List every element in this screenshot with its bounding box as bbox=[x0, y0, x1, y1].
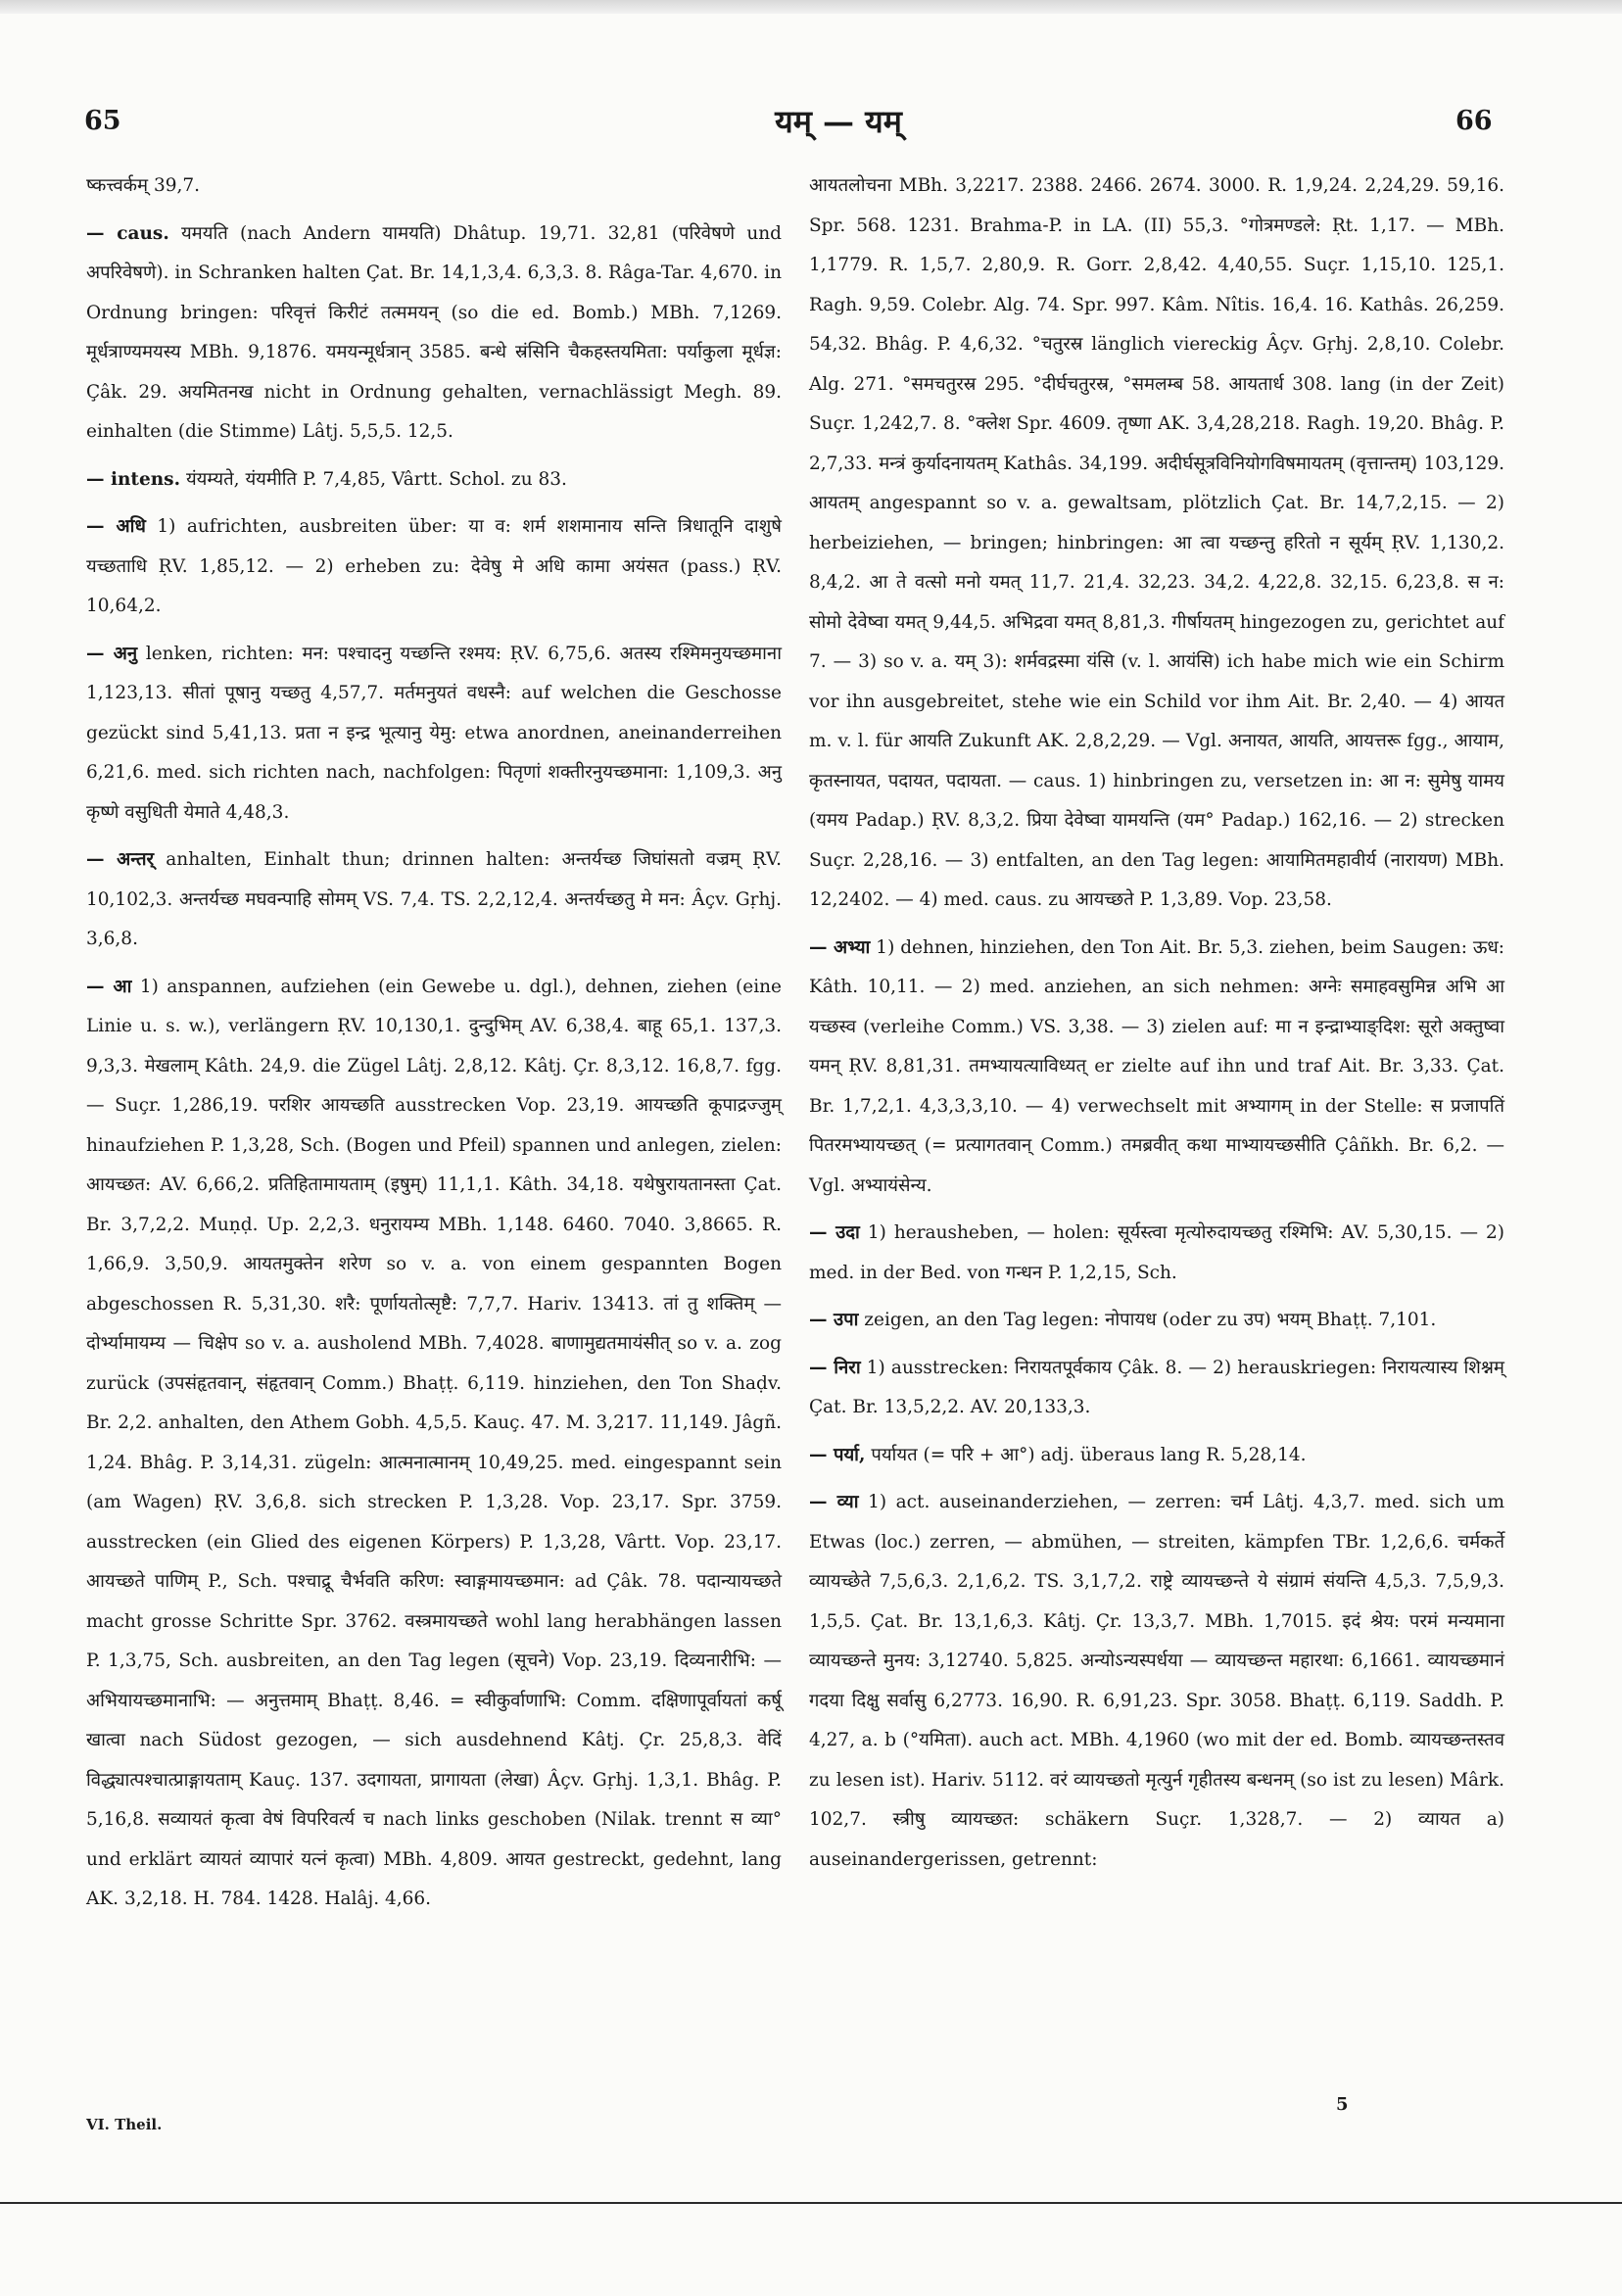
entry-text: zeigen, an den Tag legen: नोपायध (oder zu उप) भयम् Bhaṭṭ. 7,101. bbox=[864, 1310, 1437, 1330]
entry-prefix: — उदा bbox=[809, 1222, 860, 1243]
entry-text: आयतलोचना MBh. 3,2217. 2388. 2466. 2674. 3000. R. 1,9,24. 2,24,29. 59,16. Spr. 568. 1231. Brahma-P. in LA. (II) 55,3. °गोत्रमण्डले: Ṛt. 1,17. — MBh. 1,1779. R. 1,5,7. 2,80,9. R. Gorr. 2,8,42. 4,40,55. Suçr. 1,15,10. 125,1. Ragh. 9,59. Colebr. Alg. 74. Spr. 997. Kâm. Nîtis. 16,4. 16. Kathâs. 26,259. 54,32. Bhâg. P. 4,6,32. °चतुरस्र länglich viereckig Âçv. Gṛhj. 2,8,10. Colebr. Alg. 271. °समचतुरस्र 295. °दीर्घचतुरस्र, °समलम्ब 58. आयतार्ध 308. lang (in der Zeit) Suçr. 1,242,7. 8. °क्लेश Spr. 4609. तृष्णा AK. 3,4,28,218. Ragh. 19,20. Bhâg. P. 2,7,33. मन्त्रं कुर्यादनायतम् Kathâs. 34,199. अदीर्घसूत्रविनियोगविषमायतम् (वृत्तान्तम्) 103,129. आयतम् angespannt so v. a. gewaltsam, plötzlich Çat. Br. 14,7,2,15. — 2) herbeiziehen, — bringen; hinbringen: आ त्वा यच्छन्तु हरितो न सूर्यम् ṚV. 1,130,2. 8,4,2. आ ते वत्सो मनो यमत् 11,7. 21,4. 32,23. 34,2. 4,22,8. 32,15. 6,23,8. स न: सोमो देवेष्वा यमत् 9,44,5. अभिद्रवा यमत् 8,81,3. गीर्षायतम् hingezogen zu, gerichtet auf 7. — 3) so v. a. यम् 3): शर्मवद्रस्मा यंसि (v. l. आयंसि) ich habe mich wie ein Schirm vor ihn ausgebreitet, stehe wie ein Schild vor ihm Ait. Br. 2,40. — 4) आयत m. v. l. für आयति Zukunft AK. 2,8,2,29. — Vgl. अनायत, आयति, आयत्तरू fgg., आयाम, कृतस्नायत, पदायत, पदायता. — caus. 1) hinbringen zu, versetzen in: आ न: सुमेषु यामय (यमय Padap.) ṚV. 8,3,2. प्रिया देवेष्वा यामयन्ति (यम° Padap.) 162,16. — 2) strecken Suçr. 2,28,16. — 3) entfalten, an den Tag legen: आयामितमहावीर्य (नारायण) MBh. 12,2402. — 4) med. caus. zu आयच्छते P. 1,3,89. Vop. 23,58. bbox=[809, 175, 1504, 910]
left-column bbox=[86, 167, 782, 1928]
entry-text: 1) dehnen, hinziehen, den Ton Ait. Br. 5,3. ziehen, beim Saugen: ऊध: Kâth. 10,11. — 2) med. anziehen, an sich nehmen: अग्नेः समाहवसुमिन्न अभि आ यच्छस्व (verleihe Comm.) VS. 3,38. — 3) zielen auf: मा न इन्द्राभ्याङ्दिश: सूरो अक्तुष्वा यमन् ṚV. 8,81,31. तमभ्यायत्याविध्यत् er zielte auf ihn und traf Ait. Br. 3,33. Çat. Br. 1,7,2,1. 4,3,3,3,10. — 4) verwechselt mit अभ्यागम् in der Stelle: स प्रजापतिं पितरमभ्यायच्छत् (= प्रत्यागतवान् Comm.) तमब्रवीत् कथा माभ्यायच्छसीति Çâñkh. Br. 6,2. — Vgl. अभ्यायंसेन्य. bbox=[809, 936, 1504, 1196]
dictionary-entry bbox=[809, 1436, 1504, 1476]
entry-text: anhalten, Einhalt thun; drinnen halten: अन्तर्यच्छ जिघांसतो वज्रम् ṚV. 10,102,3. अन्तर्यच्छ मघवन्पाहि सोमम् VS. 7,4. TS. 2,2,12,4. अन्तर्यच्छतु मे मन: Âçv. Gṛhj. 3,6,8. bbox=[86, 849, 782, 949]
page-number-right: 66 bbox=[1455, 106, 1493, 136]
entry-text: पर्यायत (= परि + आ°) adj. überaus lang R. 5,28,14. bbox=[871, 1444, 1307, 1465]
dictionary-entry bbox=[86, 460, 782, 501]
entry-prefix: — आ bbox=[86, 976, 132, 997]
entry-prefix: — पर्या, bbox=[809, 1444, 866, 1465]
dictionary-entry bbox=[86, 215, 782, 453]
entry-text: ष्कत्त्वर्कम् 39,7. bbox=[86, 175, 201, 196]
entry-text: यमयति (nach Andern यामयति) Dhâtup. 19,71. 32,81 (परिवेषणे und अपरिवेषणे). in Schranken halten Çat. Br. 14,1,3,4. 6,3,3. 8. Râga-Tar. 4,670. in Ordnung bringen: परिवृत्तं किरीटं तत्ममयन् (so die ed. Bomb.) MBh. 7,1269. मूर्धत्राण्यमयस्य MBh. 9,1876. यमयन्मूर्धत्रान् 3585. बन्धे स्रंसिनि चैकहस्तयमिता: पर्याकुला मूर्धज्ञ: Çâk. 29. अयमितनख nicht in Ordnung gehalten, vernachlässigt Megh. 89. einhalten (die Stimme) Lâtj. 5,5,5. 12,5. bbox=[86, 222, 782, 442]
entry-prefix: — अधि bbox=[86, 516, 146, 537]
dictionary-entry bbox=[86, 507, 782, 627]
dictionary-entry bbox=[809, 1483, 1504, 1880]
entry-prefix: — व्या bbox=[809, 1492, 859, 1512]
running-headword: यम् — यम् bbox=[775, 103, 902, 140]
sheet-signature: VI. Theil. bbox=[86, 2116, 163, 2133]
running-header bbox=[0, 103, 1622, 149]
entry-text: 1) aufrichten, ausbreiten über: या व: शर्म शशमानाय सन्ति त्रिधातूनि दाशुषे यच्छताधि ṚV. 1,85,12. — 2) erheben zu: देवेषु मे अधि कामा अयंसत (pass.) ṚV. 10,64,2. bbox=[86, 516, 783, 616]
bottom-rule bbox=[0, 2202, 1622, 2204]
entry-prefix: — intens. bbox=[86, 468, 181, 490]
entry-prefix: — caus. bbox=[86, 222, 169, 244]
dictionary-entry bbox=[86, 635, 782, 834]
dictionary-entry bbox=[809, 1349, 1504, 1428]
dictionary-entry bbox=[809, 1214, 1504, 1293]
entry-prefix: — अभ्या bbox=[809, 936, 871, 958]
dictionary-entry bbox=[809, 929, 1504, 1207]
dictionary-entry bbox=[86, 167, 782, 207]
entry-prefix: — अनु bbox=[86, 643, 138, 664]
entry-prefix: — उपा bbox=[809, 1310, 859, 1330]
dictionary-entry bbox=[86, 968, 782, 1920]
right-column bbox=[809, 167, 1504, 1888]
entry-text: 1) anspannen, aufziehen (ein Gewebe u. dgl.), dehnen, ziehen (eine Linie u. s. w.), verlängern ṚV. 10,130,1. दुन्दुभिम् AV. 6,38,4. बाहू 65,1. 137,3. 9,3,3. मेखलाम् Kâth. 24,9. die Zügel Lâtj. 2,8,12. Kâtj. Çr. 8,3,12. 16,8,7. fgg. — Suçr. 1,286,19. परशिर आयच्छति ausstrecken Vop. 23,19. आयच्छति कूपाद्रज्जुम् hinaufziehen P. 1,3,28, Sch. (Bogen und Pfeil) spannen und anlegen, zielen: आयच्छत: AV. 6,66,2. प्रतिहितामायताम् (इषुम्) 11,1,1. Kâth. 34,18. यथेषुरायतानस्ता Çat. Br. 3,7,2,2. Muṇḍ. Up. 2,2,3. धनुरायम्य MBh. 1,148. 6460. 7040. 3,8665. R. 1,66,9. 3,50,9. आयतमुक्तेन शरेण so v. a. von einem gespannten Bogen abgeschossen R. 5,31,30. शरै: पूर्णायतोत्सृष्टै: 7,7,7. Hariv. 13413. तां तु शक्तिम् — दोर्भ्यामायम्य — चिक्षेप so v. a. ausholend MBh. 7,4028. बाणामुद्यतमायंसीत् so v. a. zog zurück (उपसंहृतवान्, संहृतवान् Comm.) Bhaṭṭ. 6,119. hinziehen, den Ton Shaḍv. Br. 2,2. anhalten, den Athem Gobh. 4,5,5. Kauç. 47. M. 3,217. 11,149. Jâgñ. 1,24. Bhâg. P. 3,14,31. zügeln: आत्मनात्मानम् 10,49,25. med. eingespannt sein (am Wagen) ṚV. 3,6,8. sich strecken P. 1,3,28. Vop. 23,17. Spr. 3759. ausstrecken (ein Glied des eigenen Körpers) P. 1,3,28, Vârtt. Vop. 23,17. आयच्छते पाणिम् P., Sch. पश्चाद्रू चैर्भवति करिण: स्वाङ्गमायच्छमान: ad Çâk. 78. पदान्यायच्छते macht grosse Schritte Spr. 3762. वस्त्रमायच्छते wohl lang herabhängen lassen P. 1,3,75, Sch. ausbreiten, an den Tag legen (सूचने) Vop. 23,19. दिव्यनारीभि: — अभियायच्छमानाभि: — अनुत्तमाम् Bhaṭṭ. 8,46. = स्वीकुर्वाणाभि: Comm. दक्षिणापूर्वायतां कर्षू खात्वा nach Südost gezogen, — sich ausdehnend Kâtj. Çr. 25,8,3. वेदिं विद्ध्यात्पश्चात्प्राङ्गायताम् Kauç. 137. उदगायता, प्रागायता (लेखा) Âçv. Gṛhj. 1,3,1. Bhâg. P. 5,16,8. सव्यायतं कृत्वा वेषं विपरिवर्त्य च nach links geschoben (Nilak. trennt स व्या° und erklärt व्यायतं व्यापारं यत्नं कृत्वा) MBh. 4,809. आयत gestreckt, gedehnt, lang AK. 3,2,18. H. 784. 1428. Halâj. 4,66. bbox=[86, 976, 782, 1909]
entry-text: 1) act. auseinanderziehen, — zerren: चर्म Lâtj. 4,3,7. med. sich um Etwas (loc.) zerren, — abmühen, — streiten, kämpfen TBr. 1,2,6,6. चर्मकर्ते व्यायच्छेते 7,5,6,3. 2,1,6,2. TS. 3,1,7,2. राष्ट्रे व्यायच्छन्ते ये संग्रामं संयन्ति 4,5,3. 7,5,9,3. 1,5,5. Çat. Br. 13,1,6,3. Kâtj. Çr. 13,3,7. MBh. 1,7015. इदं श्रेय: परमं मन्यमाना व्यायच्छन्ते मुनय: 3,12740. 5,825. अन्योऽन्यस्पर्धया — व्यायच्छन्त महारथा: 6,1661. व्यायच्छमानं गदया दिक्षु सर्वासु 6,2773. 16,90. R. 6,91,23. Spr. 3058. Bhaṭṭ. 6,119. Saddh. P. 4,27, a. b (°यमिता). auch act. MBh. 4,1960 (wo mit der ed. Bomb. व्यायच्छन्तस्तव zu lesen ist). Hariv. 5112. वरं व्यायच्छतो मृत्युर्न गृहीतस्य बन्धनम् (so ist zu lesen) Mârk. 102,7. स्त्रीषु व्यायच्छत: schäkern Suçr. 1,328,7. — 2) व्यायत a) auseinandergerissen, getrennt: bbox=[809, 1492, 1504, 1870]
sheet-number: 5 bbox=[1336, 2094, 1349, 2115]
dictionary-entry bbox=[809, 1301, 1504, 1341]
entry-prefix: — अन्तर् bbox=[86, 849, 155, 870]
top-edge-band bbox=[0, 0, 1622, 14]
entry-text: lenken, richten: मन: पश्चादनु यच्छन्ति रश्मय: ṚV. 6,75,6. अतस्य रश्मिमनुयच्छमाना 1,123,13. सीतां पूषानु यच्छतु 4,57,7. मर्तमनुयतं वधस्नै: auf welchen die Geschosse gezückt sind 5,41,13. प्रता न इन्द्र भूत्यानु येमु: etwa anordnen, aneinanderreihen 6,21,6. med. sich richten nach, nachfolgen: पितृणां शक्तीरनुयच्छमाना: 1,109,3. अनु कृष्णे वसुधिती येमाते 4,48,3. bbox=[86, 643, 782, 823]
entry-text: 1) herausheben, — holen: सूर्यस्त्वा मृत्योरुदायच्छतु रश्मिभि: AV. 5,30,15. — 2) med. in der Bed. von गन्धन P. 1,2,15, Sch. bbox=[809, 1222, 1504, 1283]
dictionary-entry bbox=[809, 167, 1504, 921]
page-number-left: 65 bbox=[84, 106, 121, 136]
entry-text: यंयम्यते, यंयमीति P. 7,4,85, Vârtt. Schol. zu 83. bbox=[185, 468, 567, 490]
entry-prefix: — निरा bbox=[809, 1357, 861, 1378]
entry-text: 1) ausstrecken: निरायतपूर्वकाय Çâk. 8. — 2) herauskriegen: निरायत्यास्य शिश्नम् Çat. Br. 13,5,2,2. AV. 20,133,3. bbox=[809, 1357, 1504, 1417]
dictionary-entry bbox=[86, 840, 782, 960]
